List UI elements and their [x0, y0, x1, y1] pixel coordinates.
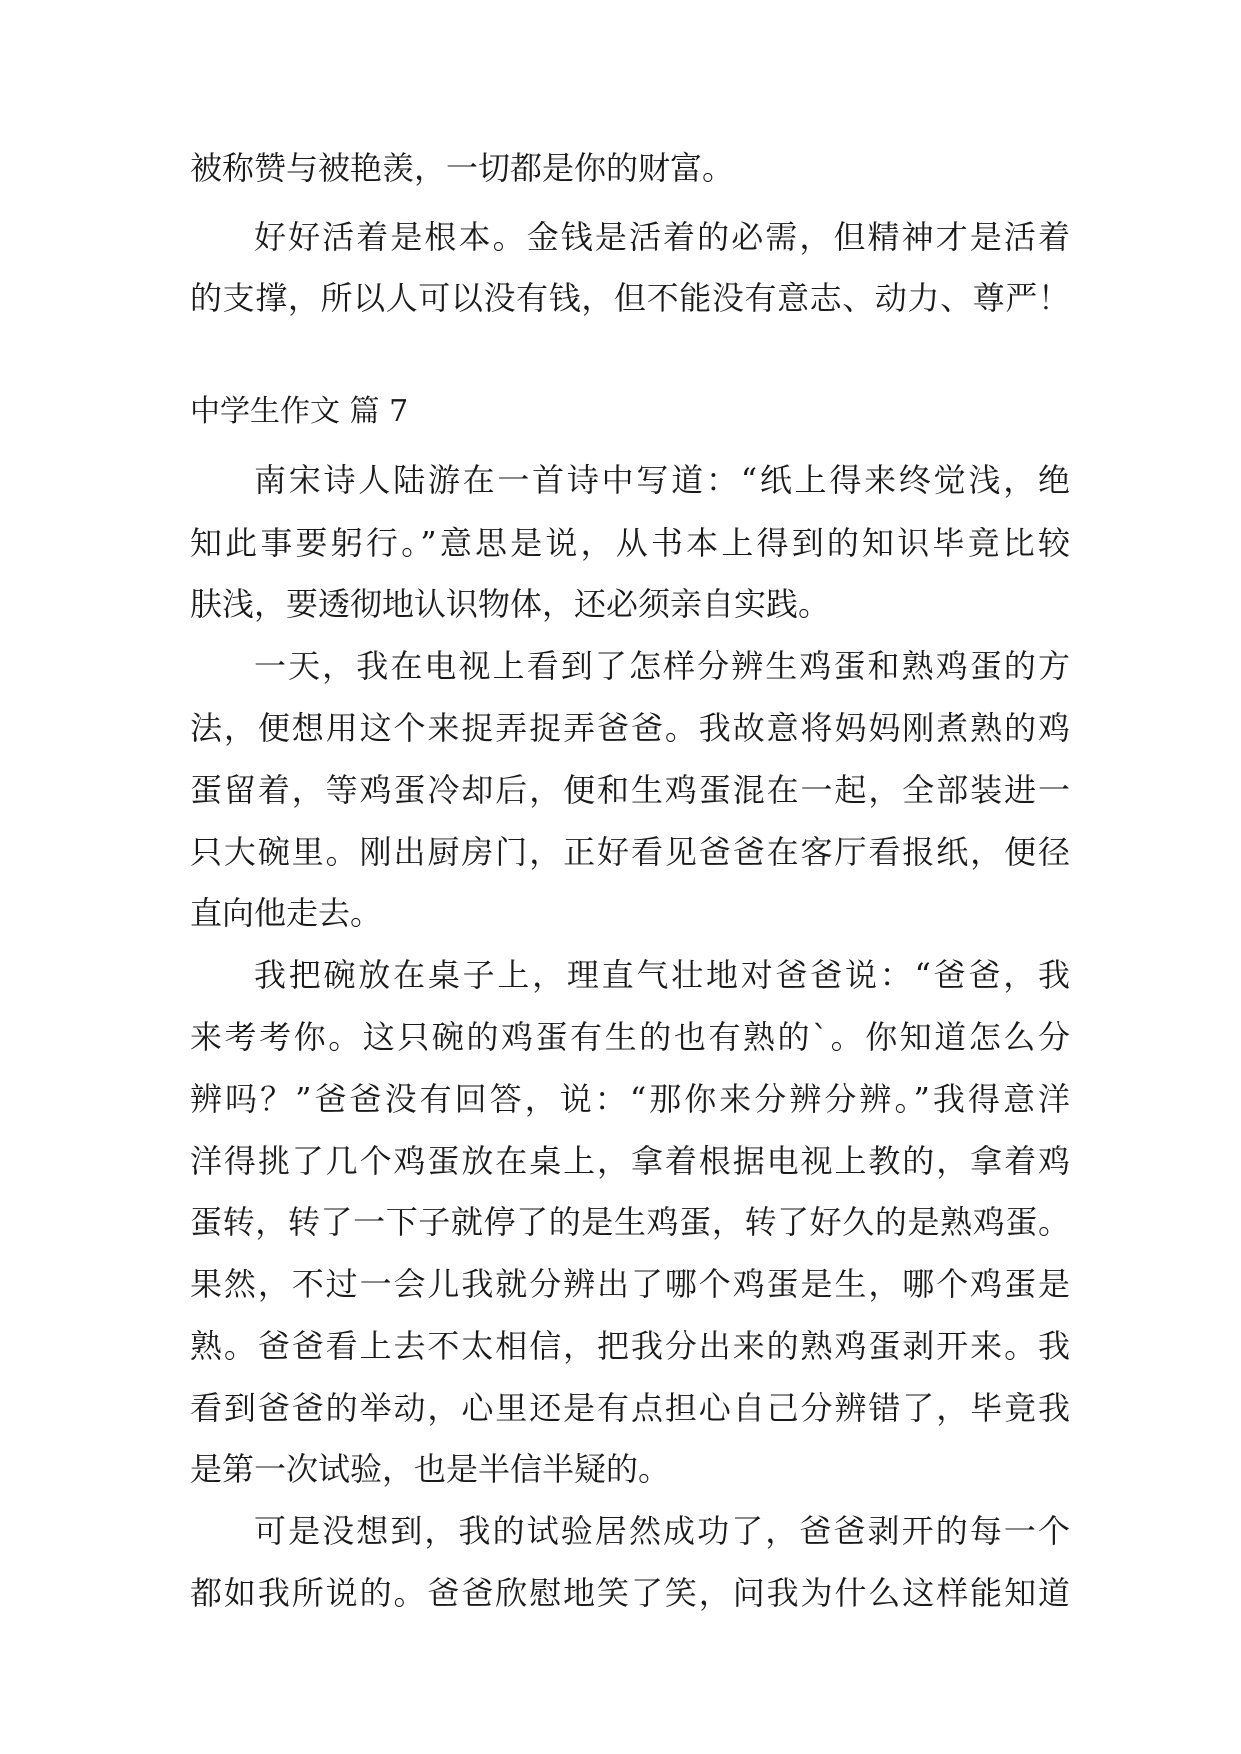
text-line: 蛋留着，等鸡蛋冷却后，便和生鸡蛋混在一起，全部装进一: [190, 771, 1070, 809]
text-line: 洋得挑了几个鸡蛋放在桌上，拿着根据电视上教的，拿着鸡: [190, 1142, 1070, 1180]
paragraph-first-line: 我把碗放在桌子上，理直气壮地对爸爸说：“爸爸，我: [254, 956, 1070, 994]
paragraph-first-line: 一天，我在电视上看到了怎样分辨生鸡蛋和熟鸡蛋的方: [254, 647, 1070, 685]
section-heading: 中学生作文 篇 7: [190, 394, 409, 429]
text-line: 辨吗？”爸爸没有回答，说：“那你来分辨分辨。”我得意洋: [190, 1080, 1070, 1118]
text-line: 知此事要躬行。”意思是说，从书本上得到的知识毕竟比较: [190, 524, 1070, 562]
text-line: 的支撑，所以人可以没有钱，但不能没有意志、动力、尊严！: [190, 279, 1070, 317]
text-line: 看到爸爸的举动，心里还是有点担心自己分辨错了，毕竟我: [190, 1389, 1070, 1427]
text-line: 被称赞与被艳羡，一切都是你的财富。: [190, 149, 735, 187]
text-line: 果然，不过一会儿我就分辨出了哪个鸡蛋是生，哪个鸡蛋是: [190, 1265, 1070, 1303]
text-line: 是第一次试验，也是半信半疑的。: [190, 1450, 671, 1488]
paragraph-first-line: 好好活着是根本。金钱是活着的必需，但精神才是活着: [254, 218, 1070, 256]
text-line: 熟。爸爸看上去不太相信，把我分出来的熟鸡蛋剥开来。我: [190, 1327, 1070, 1365]
text-line: 直向他走去。: [190, 894, 383, 932]
text-line: 蛋转，转了一下子就停了的是生鸡蛋，转了好久的是熟鸡蛋。: [190, 1203, 1070, 1241]
text-line: 只大碗里。刚出厨房门，正好看见爸爸在客厅看报纸，便径: [190, 833, 1070, 871]
text-line: 法，便想用这个来捉弄捉弄爸爸。我故意将妈妈刚煮熟的鸡: [190, 709, 1070, 747]
text-line: 都如我所说的。爸爸欣慰地笑了笑，问我为什么这样能知道: [190, 1574, 1070, 1612]
text-line: 肤浅，要透彻地认识物体，还必须亲自实践。: [190, 585, 831, 623]
paragraph-first-line: 南宋诗人陆游在一首诗中写道：“纸上得来终觉浅，绝: [254, 461, 1070, 499]
paragraph-first-line: 可是没想到，我的试验居然成功了，爸爸剥开的每一个: [254, 1512, 1070, 1550]
text-line: 来考考你。这只碗的鸡蛋有生的也有熟的`。你知道怎么分: [190, 1018, 1070, 1056]
